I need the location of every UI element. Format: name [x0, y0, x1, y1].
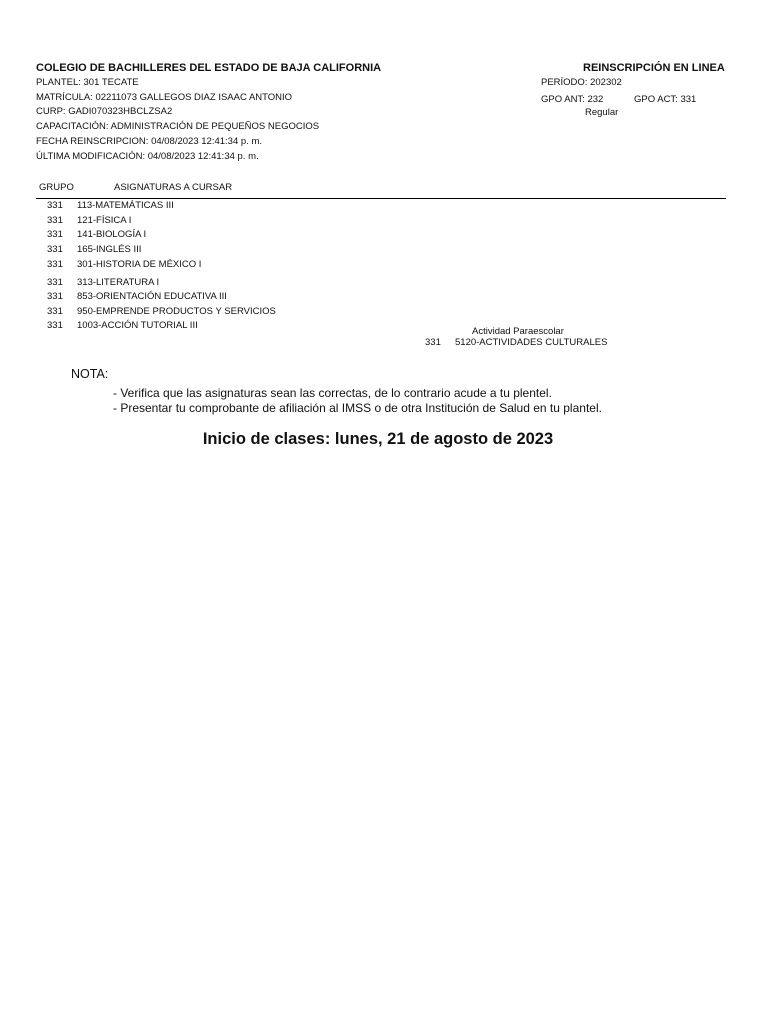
table-row	[47, 259, 201, 270]
column-header-grupo: GRUPO	[39, 182, 74, 193]
row-grupo: 331	[47, 200, 63, 211]
gpo-ant: GPO ANT: 232	[541, 94, 604, 105]
row-grupo: 331	[47, 277, 63, 288]
row-grupo: 331	[47, 244, 63, 255]
row-asignatura: 113-MATEMÁTICAS III	[77, 200, 174, 211]
plantel-line: PLANTEL: 301 TECATE	[36, 77, 139, 88]
matricula-line: MATRÍCULA: 02211073 GALLEGOS DIAZ ISAAC ANTONIO	[36, 91, 293, 103]
document-title: REINSCRIPCIÓN EN LINEA	[583, 62, 725, 74]
table-divider	[36, 198, 726, 199]
row-asignatura: 165-INGLÉS III	[77, 244, 142, 255]
row-grupo: 331	[425, 337, 441, 348]
table-row	[47, 215, 131, 226]
nota-line: - Verifica que las asignaturas sean las correctas, de lo contrario acude a tu plentel.	[113, 386, 552, 400]
row-asignatura: 5120-ACTIVIDADES CULTURALES	[455, 337, 608, 348]
school-name: COLEGIO DE BACHILLERES DEL ESTADO DE BAJA CALIFORNIA	[36, 62, 382, 74]
nota-title: NOTA:	[71, 367, 109, 381]
student-info	[36, 76, 319, 164]
row-asignatura: 121-FÍSICA I	[77, 215, 132, 226]
periodo-line: PERÍODO: 202302	[541, 77, 622, 88]
table-row	[47, 320, 198, 331]
row-grupo: 331	[47, 306, 63, 317]
row-grupo: 331	[47, 229, 63, 240]
table-row	[47, 200, 174, 211]
row-grupo: 331	[47, 215, 63, 226]
row-asignatura: 1003-ACCIÓN TUTORIAL III	[77, 320, 198, 331]
row-asignatura: 313-LITERATURA I	[77, 277, 160, 288]
row-grupo: 331	[47, 320, 63, 331]
gpo-act: GPO ACT: 331	[634, 94, 697, 105]
row-asignatura: 301-HISTORIA DE MÉXICO I	[77, 259, 202, 270]
capacitacion-line: CAPACITACIÓN: ADMINISTRACIÓN DE PEQUEÑOS NEGOCIOS	[36, 121, 320, 133]
nota-line: - Presentar tu comprobante de afiliación al IMSS o de otra Institución de Salud en tu plantel.	[113, 401, 602, 415]
column-header-asignaturas: ASIGNATURAS A CURSAR	[114, 182, 233, 193]
row-asignatura: 853-ORIENTACIÓN EDUCATIVA III	[77, 291, 227, 302]
paraescolar-row	[425, 337, 607, 348]
table-row	[47, 229, 146, 240]
ultima-modificacion-line: ÚLTIMA MODIFICACIÓN: 04/08/2023 12:41:34 p. m.	[36, 150, 259, 162]
paraescolar-label: Actividad Paraescolar	[472, 326, 564, 337]
table-row	[47, 244, 141, 255]
row-asignatura: 141-BIOLOGÍA I	[77, 229, 147, 240]
table-row	[47, 291, 227, 302]
table-row	[47, 306, 276, 317]
row-grupo: 331	[47, 259, 63, 270]
table-row	[47, 277, 159, 288]
row-grupo: 331	[47, 291, 63, 302]
fecha-reinscripcion-line: FECHA REINSCRIPCION: 04/08/2023 12:41:34 p. m.	[36, 135, 262, 147]
situacion-status: Regular	[585, 107, 619, 118]
row-asignatura: 950-EMPRENDE PRODUCTOS Y SERVICIOS	[77, 306, 276, 317]
class-start-date: Inicio de clases: lunes, 21 de agosto de 2023	[202, 430, 554, 448]
curp-line: CURP: GADI070323HBCLZSA2	[36, 106, 173, 118]
